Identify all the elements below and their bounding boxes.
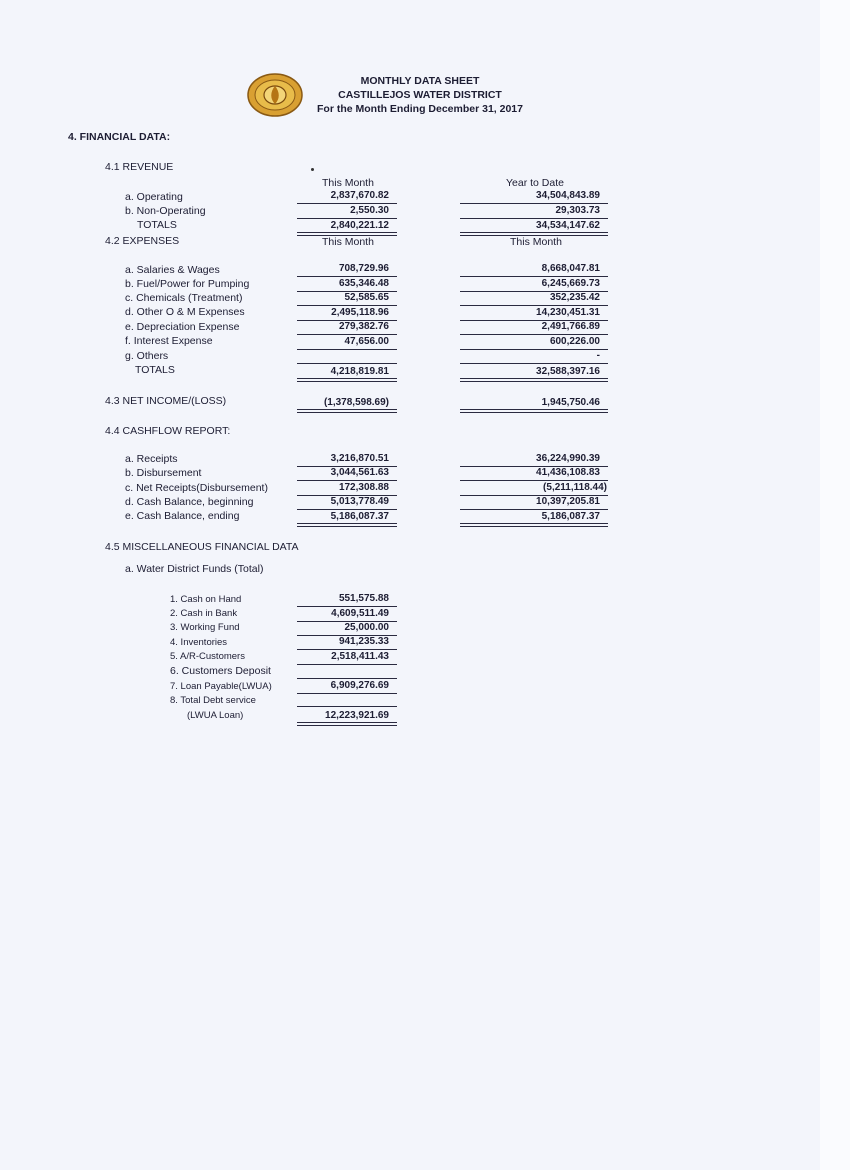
underline bbox=[297, 349, 397, 350]
revenue-col-ytd: Year to Date bbox=[506, 177, 564, 189]
expense-month-value: 47,656.00 bbox=[344, 336, 389, 347]
expenses-ytd-total: 32,588,397.16 bbox=[536, 366, 600, 377]
revenue-totals-label: TOTALS bbox=[137, 219, 177, 231]
expense-row-label: a. Salaries & Wages bbox=[125, 264, 220, 276]
underline bbox=[297, 363, 397, 364]
revenue-month-value: 2,550.30 bbox=[350, 205, 389, 216]
expense-row-label: d. Other O & M Expenses bbox=[125, 306, 245, 318]
cashflow-row-label: c. Net Receipts(Disbursement) bbox=[125, 482, 268, 494]
underline bbox=[460, 509, 608, 510]
net-income-ytd: 1,945,750.46 bbox=[541, 397, 600, 408]
cashflow-month-value: 5,186,087.37 bbox=[330, 511, 389, 522]
expenses-heading: 4.2 EXPENSES bbox=[105, 235, 180, 247]
underline bbox=[460, 305, 608, 306]
underline bbox=[297, 218, 397, 219]
cashflow-month-value: 5,013,778.49 bbox=[330, 496, 389, 507]
cashflow-row-label: e. Cash Balance, ending bbox=[125, 510, 240, 522]
underline bbox=[460, 363, 608, 364]
revenue-heading: 4.1 REVENUE bbox=[105, 161, 174, 173]
sheet-title: MONTHLY DATA SHEET bbox=[360, 75, 480, 87]
fund-row-value: 4,609,511.49 bbox=[331, 608, 389, 619]
cashflow-row-label: d. Cash Balance, beginning bbox=[125, 496, 254, 508]
revenue-month-total: 2,840,221.12 bbox=[330, 220, 389, 231]
cashflow-month-value: 172,308.88 bbox=[338, 482, 389, 493]
underline bbox=[297, 678, 397, 679]
fund-row-label: 6. Customers Deposit bbox=[170, 665, 271, 677]
cashflow-month-value: 3,216,870.51 bbox=[330, 453, 389, 464]
section-title: 4. FINANCIAL DATA: bbox=[68, 131, 171, 143]
expense-ytd-value: 6,245,669.73 bbox=[541, 278, 600, 289]
misc-heading: 4.5 MISCELLANEOUS FINANCIAL DATA bbox=[105, 541, 299, 553]
expense-month-value: 2,495,118.96 bbox=[331, 307, 389, 318]
expenses-col-ytd: This Month bbox=[510, 236, 562, 248]
expense-ytd-value: 14,230,451.31 bbox=[536, 307, 600, 318]
fund-row-label: 5. A/R-Customers bbox=[170, 651, 245, 662]
double-underline bbox=[297, 378, 397, 382]
misc-subheading: a. Water District Funds (Total) bbox=[125, 563, 264, 575]
revenue-col-month: This Month bbox=[322, 177, 374, 189]
expense-month-value: 708,729.96 bbox=[338, 263, 389, 274]
expense-ytd-value: - bbox=[596, 350, 600, 361]
underline bbox=[297, 509, 397, 510]
expense-ytd-value: 2,491,766.89 bbox=[541, 321, 600, 332]
expense-month-value: 635,346.48 bbox=[338, 278, 389, 289]
expense-ytd-value: 8,668,047.81 bbox=[541, 263, 600, 274]
expense-month-value: 279,382.76 bbox=[338, 321, 389, 332]
cashflow-ytd-value: 5,186,087.37 bbox=[541, 511, 600, 522]
revenue-ytd-value: 29,303.73 bbox=[555, 205, 600, 216]
fund-row-label: 2. Cash in Bank bbox=[170, 608, 238, 619]
fund-row-value: 941,235.33 bbox=[338, 636, 389, 647]
expense-row-label: b. Fuel/Power for Pumping bbox=[125, 278, 250, 290]
expenses-totals-label: TOTALS bbox=[135, 364, 175, 376]
expense-row-label: g. Others bbox=[125, 350, 169, 362]
underline bbox=[460, 276, 608, 277]
cashflow-heading: 4.4 CASHFLOW REPORT: bbox=[105, 425, 231, 437]
fund-row-value: 6,909,276.69 bbox=[330, 680, 389, 691]
double-underline bbox=[297, 523, 397, 527]
period-label: For the Month Ending December 31, 2017 bbox=[317, 103, 523, 115]
expense-ytd-value: 352,235.42 bbox=[549, 292, 600, 303]
underline bbox=[297, 706, 397, 707]
underline bbox=[297, 305, 397, 306]
expenses-col-month: This Month bbox=[322, 236, 374, 248]
underline bbox=[297, 606, 397, 607]
cashflow-ytd-value: 36,224,990.39 bbox=[536, 453, 600, 464]
underline bbox=[297, 693, 397, 694]
cashflow-month-value: 3,044,561.63 bbox=[330, 467, 389, 478]
double-underline bbox=[297, 409, 397, 413]
cashflow-ytd-value: 10,397,205.81 bbox=[536, 496, 600, 507]
revenue-ytd-total: 34,534,147.62 bbox=[536, 220, 600, 231]
fund-row-value: 2,518,411.43 bbox=[331, 651, 389, 662]
underline bbox=[460, 218, 608, 219]
underline bbox=[297, 664, 397, 665]
revenue-row-label: b. Non-Operating bbox=[125, 205, 206, 217]
cashflow-ytd-value: (5,211,118.44) bbox=[543, 482, 607, 493]
stray-mark bbox=[311, 168, 314, 171]
underline bbox=[460, 334, 608, 335]
cashflow-row-label: b. Disbursement bbox=[125, 467, 202, 479]
water-district-seal-icon bbox=[246, 72, 304, 118]
expense-row-label: c. Chemicals (Treatment) bbox=[125, 292, 243, 304]
underline bbox=[297, 276, 397, 277]
net-income-heading: 4.3 NET INCOME/(LOSS) bbox=[105, 395, 227, 407]
double-underline bbox=[460, 378, 608, 382]
underline bbox=[297, 649, 397, 650]
fund-row-label: 1. Cash on Hand bbox=[170, 594, 242, 605]
double-underline bbox=[460, 523, 608, 527]
expenses-month-total: 4,218,819.81 bbox=[330, 366, 389, 377]
fund-row-label: 3. Working Fund bbox=[170, 622, 240, 633]
cashflow-row-label: a. Receipts bbox=[125, 453, 178, 465]
underline bbox=[297, 480, 397, 481]
fund-row-value: 551,575.88 bbox=[338, 593, 389, 604]
expense-row-label: e. Depreciation Expense bbox=[125, 321, 240, 333]
expense-row-label: f. Interest Expense bbox=[125, 335, 213, 347]
underline bbox=[297, 203, 397, 204]
fund-row-label: 8. Total Debt service bbox=[170, 695, 256, 706]
fund-row-value: 25,000.00 bbox=[344, 622, 389, 633]
fund-row-label: 4. Inventories bbox=[170, 637, 228, 648]
scan-edge bbox=[820, 0, 850, 1170]
revenue-month-value: 2,837,670.82 bbox=[330, 190, 389, 201]
underline bbox=[297, 334, 397, 335]
org-name: CASTILLEJOS WATER DISTRICT bbox=[338, 89, 502, 101]
double-underline bbox=[460, 409, 608, 413]
underline bbox=[460, 203, 608, 204]
net-income-month: (1,378,598.69) bbox=[323, 397, 389, 408]
cashflow-ytd-value: 41,436,108.83 bbox=[536, 467, 600, 478]
fund-total-value: 12,223,921.69 bbox=[325, 710, 389, 721]
revenue-row-label: a. Operating bbox=[125, 191, 183, 203]
double-underline bbox=[297, 722, 397, 726]
revenue-ytd-value: 34,504,843.89 bbox=[536, 190, 600, 201]
underline bbox=[460, 480, 608, 481]
expense-ytd-value: 600,226.00 bbox=[549, 336, 600, 347]
fund-row-label: 7. Loan Payable(LWUA) bbox=[170, 681, 272, 692]
expense-month-value: 52,585.65 bbox=[344, 292, 389, 303]
fund-row-label: (LWUA Loan) bbox=[187, 710, 244, 721]
